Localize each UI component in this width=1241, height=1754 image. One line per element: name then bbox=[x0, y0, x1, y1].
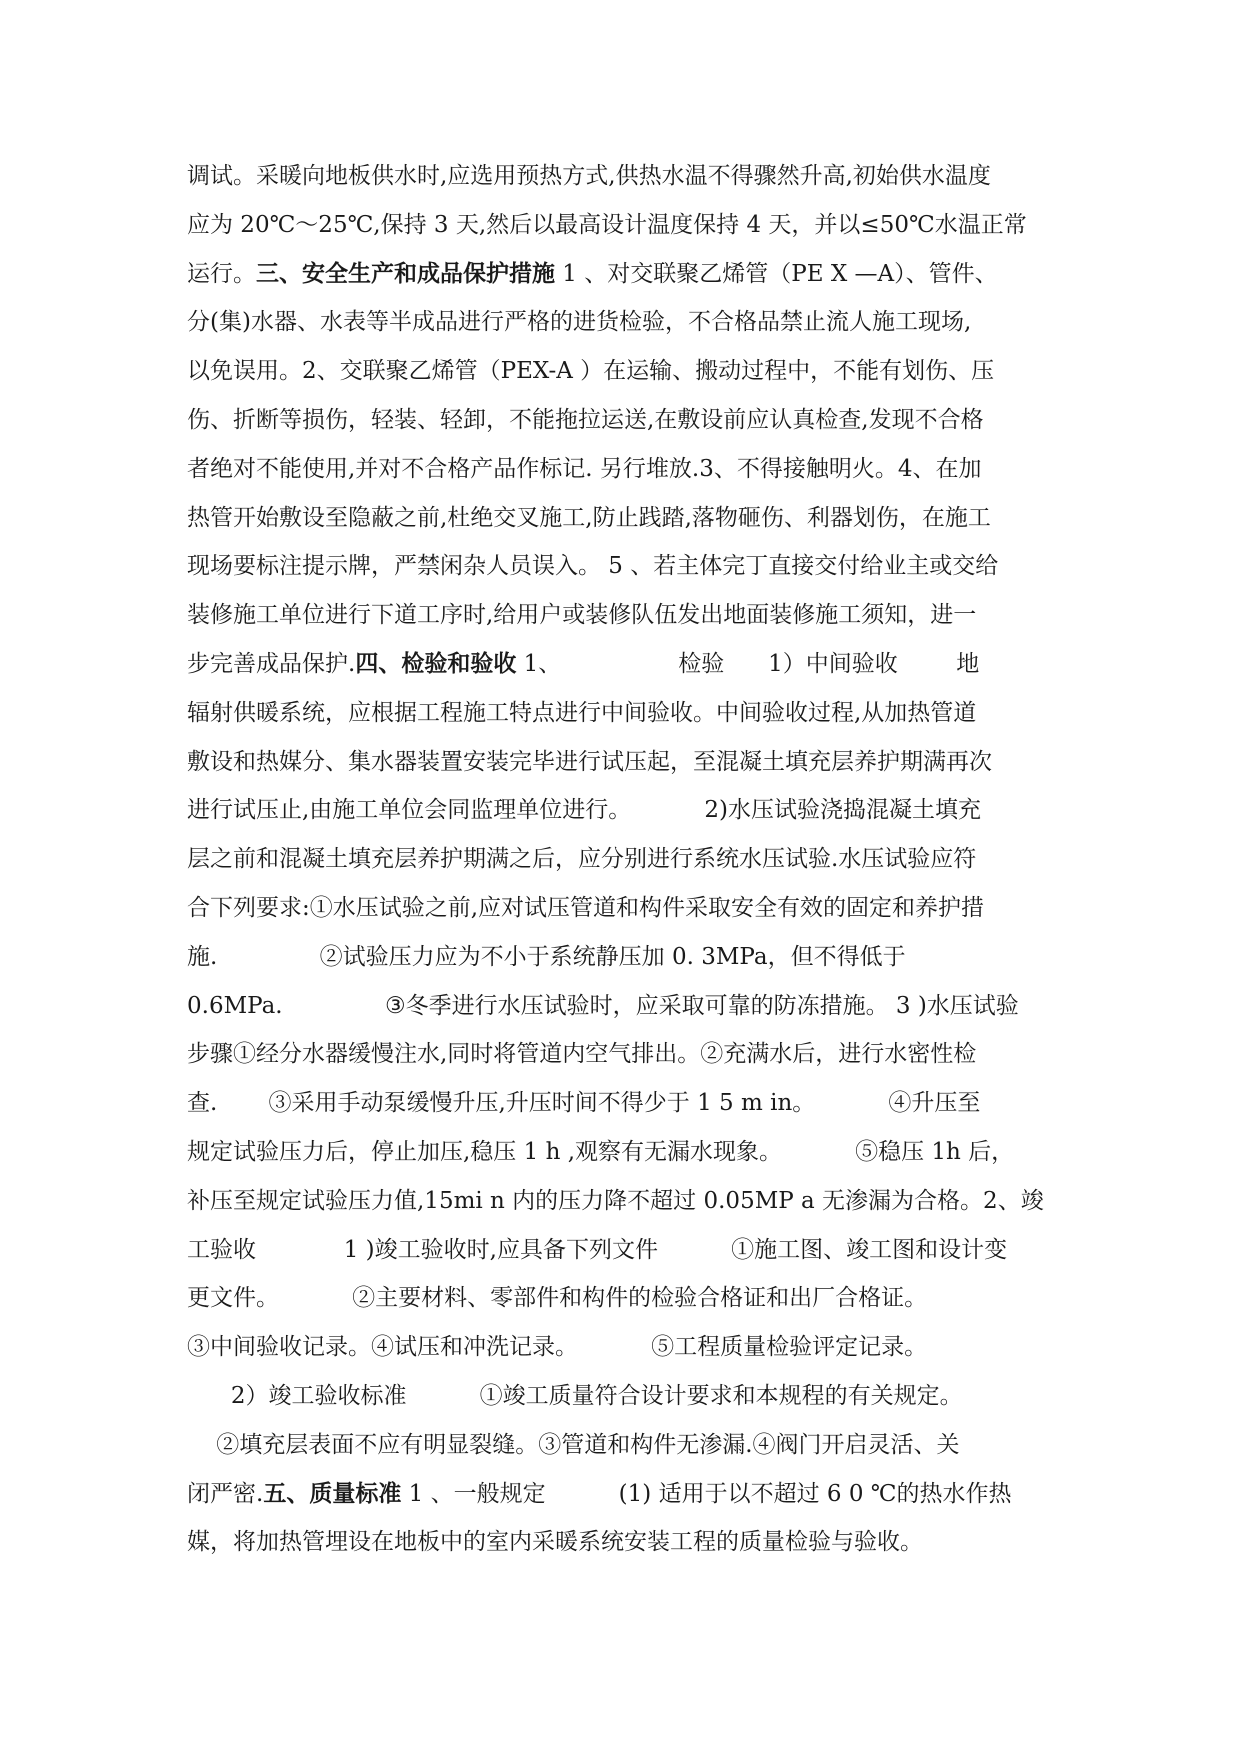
text-run: 闭严密. bbox=[187, 1480, 264, 1507]
text-line bbox=[187, 884, 1067, 933]
text-line bbox=[187, 542, 1067, 591]
text-line bbox=[187, 1274, 1067, 1323]
text-run: 伤、折断等损伤，轻装、轻卸，不能拖拉运送,在敷设前应认真检查,发现不合格 bbox=[187, 406, 984, 433]
text-line bbox=[187, 786, 1067, 835]
text-run: ②填充层表面不应有明显裂缝。③管道和构件无渗漏.④阀门开启灵活、关 bbox=[187, 1431, 960, 1458]
text-line bbox=[187, 347, 1067, 396]
text-run: 调试。采暖向地板供水时,应选用预热方式,供热水温不得骤然升高,初始供水温度 bbox=[187, 163, 991, 189]
text-line bbox=[187, 1518, 1067, 1567]
text-run: 施. ②试验压力应为不小于系统静压加 0. 3MPa，但不得低于 bbox=[187, 943, 906, 970]
text-line bbox=[187, 1226, 1067, 1275]
text-run: 层之前和混凝土填充层养护期满之后，应分别进行系统水压试验.水压试验应符 bbox=[187, 846, 977, 873]
text-run: 1、 检验 1）中间验收 地 bbox=[516, 650, 980, 677]
text-run: 查. ③采用手动泵缓慢升压,升压时间不得少于 1 5 m in。 ④升压至 bbox=[187, 1090, 981, 1117]
text-line bbox=[187, 1030, 1067, 1079]
text-run: 热管开始敷设至隐蔽之前,杜绝交叉施工,防止践踏,落物砸伤、利器划伤，在施工 bbox=[187, 504, 991, 531]
text-run: 分(集)水器、水表等半成品进行严格的进货检验，不合格品禁止流人施工现场, bbox=[187, 309, 972, 336]
text-line bbox=[187, 640, 1067, 689]
section-heading: 四、检验和验收 bbox=[355, 649, 517, 677]
section-heading: 五、质量标准 bbox=[263, 1479, 402, 1507]
text-run: 更文件。 ②主要材料、零部件和构件的检验合格证和出厂合格证。 bbox=[187, 1285, 928, 1312]
text-run: 媒，将加热管埋设在地板中的室内采暖系统安装工程的质量检验与验收。 bbox=[187, 1529, 923, 1556]
text-line bbox=[187, 738, 1067, 787]
text-run: 装修施工单位进行下道工序时,给用户或装修队伍发出地面装修施工须知，进一 bbox=[187, 602, 977, 629]
section-heading: 三、安全生产和成品保护措施 bbox=[256, 259, 555, 287]
text-run: 2）竣工验收标准 ①竣工质量符合设计要求和本规程的有关规定。 bbox=[187, 1382, 963, 1409]
text-line bbox=[187, 445, 1067, 494]
text-line bbox=[187, 1323, 1067, 1372]
text-run: 1 、对交联聚乙烯管（PE X —A）、管件、 bbox=[555, 260, 998, 287]
text-run: 以免误用。2、交联聚乙烯管（PEX-A ）在运输、搬动过程中，不能有划伤、压 bbox=[187, 358, 995, 385]
text-run: 步完善成品保护. bbox=[187, 650, 356, 677]
text-line bbox=[187, 1372, 1067, 1421]
text-run: 步骤①经分水器缓慢注水,同时将管道内空气排出。②充满水后，进行水密性检 bbox=[187, 1041, 977, 1068]
text-run: 进行试压止,由施工单位会同监理单位进行。 2)水压试验浇捣混凝土填充 bbox=[187, 797, 982, 824]
text-line bbox=[187, 689, 1067, 738]
text-line bbox=[187, 250, 1067, 299]
text-line bbox=[187, 396, 1067, 445]
text-run: ③中间验收记录。④试压和冲洗记录。 ⑤工程质量检验评定记录。 bbox=[187, 1334, 928, 1361]
text-run: 0.6MPa. ③冬季进行水压试验时，应采取可靠的防冻措施。 3 )水压试验 bbox=[187, 992, 1019, 1019]
text-run: 辐射供暖系统，应根据工程施工特点进行中间验收。中间验收过程,从加热管道 bbox=[187, 699, 977, 726]
text-run: 补压至规定试验压力值,15mi n 内的压力降不超过 0.05MP a 无渗漏为合格。2、竣 bbox=[187, 1187, 1044, 1214]
text-run: 规定试验压力后，停止加压,稳压 1 h ,观察有无漏水现象。 ⑤稳压 1h 后， bbox=[187, 1138, 1015, 1165]
text-line bbox=[187, 298, 1067, 347]
text-line bbox=[187, 591, 1067, 640]
text-line bbox=[187, 1128, 1067, 1177]
text-line bbox=[187, 835, 1067, 884]
text-run: 运行。 bbox=[187, 260, 256, 287]
text-run: 敷设和热媒分、集水器装置安装完毕进行试压起，至混凝土填充层养护期满再次 bbox=[187, 748, 992, 775]
body-text bbox=[187, 152, 1067, 1567]
text-run: 合下列要求:①水压试验之前,应对试压管道和构件采取安全有效的固定和养护措 bbox=[187, 894, 985, 921]
text-line bbox=[187, 933, 1067, 982]
text-run: 者绝对不能使用,并对不合格产品作标记. 另行堆放.3、不得接触明火。4、在加 bbox=[187, 455, 982, 482]
text-line bbox=[187, 201, 1067, 250]
text-line bbox=[187, 1177, 1067, 1226]
text-run: 应为 20℃～25℃,保持 3 天,然后以最高设计温度保持 4 天，并以≤50℃水温正常 bbox=[187, 211, 1027, 238]
text-run: 1 、一般规定 (1) 适用于以不超过 6 0 ℃的热水作热 bbox=[401, 1480, 1012, 1507]
text-line bbox=[187, 1421, 1067, 1470]
text-line bbox=[187, 1470, 1067, 1519]
text-line bbox=[187, 1079, 1067, 1128]
text-line bbox=[187, 152, 1067, 201]
text-line bbox=[187, 494, 1067, 543]
text-line bbox=[187, 982, 1067, 1031]
text-run: 工验收 1 )竣工验收时,应具备下列文件 ①施工图、竣工图和设计变 bbox=[187, 1236, 1008, 1263]
text-run: 现场要标注提示牌，严禁闲杂人员误入。 5 、若主体完丁直接交付给业主或交给 bbox=[187, 553, 999, 580]
